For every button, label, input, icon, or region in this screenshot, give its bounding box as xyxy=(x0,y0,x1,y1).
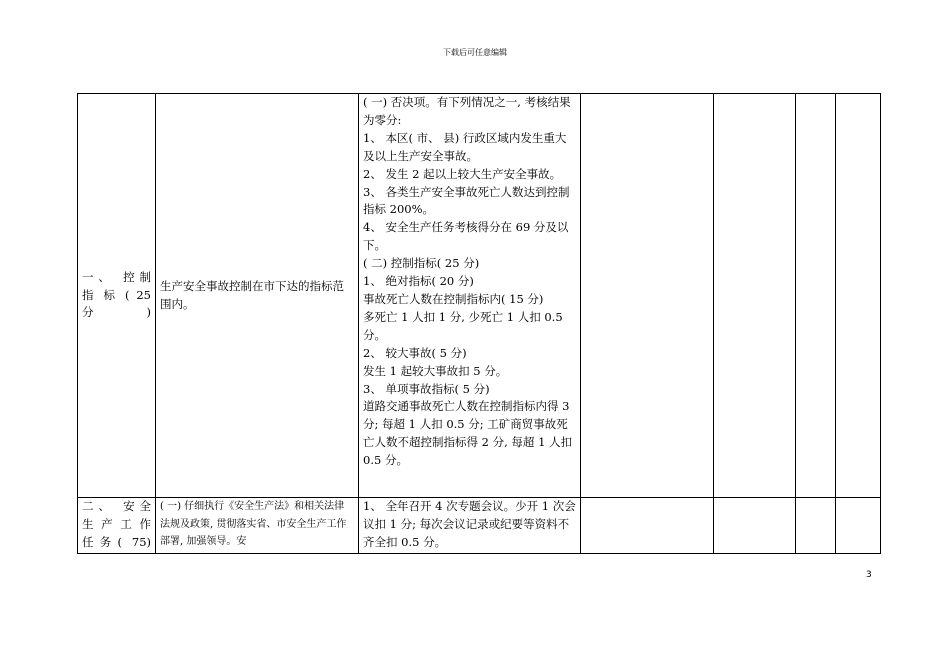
category-cell xyxy=(78,498,156,554)
standard-line: 事故死亡人数在控制指标内( 15 分) xyxy=(363,291,544,306)
category-line: 任务( 75) xyxy=(82,534,151,549)
category-line: 指 标 ( 25 xyxy=(82,287,151,302)
standard-cell xyxy=(359,94,581,498)
table-row xyxy=(78,94,881,498)
standard-line: 道路交通事故死亡人数在控制指标内得 3 分; 每超 1 人扣 0.5 分; 工矿商贸事故死亡人数不超控制指标得 2 分, 每超 1 人扣 0.5 分。 xyxy=(363,399,573,468)
category-line: 生 产 工 作 xyxy=(82,516,151,531)
standard-line: 1、 全年召开 4 次专题会议。少开 1 次会议扣 1 分; 每次会议记录或纪要等资料不齐全扣 0.5 分。 xyxy=(363,499,576,549)
standard-line: 2、 较大事故( 5 分) xyxy=(363,345,467,360)
standard-line: ( 二) 控制指标( 25 分) xyxy=(363,256,480,271)
empty-cell xyxy=(836,94,881,498)
category-line: 一、 控制 xyxy=(82,269,151,284)
page-number: 3 xyxy=(866,570,872,580)
standard-line: ( 一) 否决项。有下列情况之一, 考核结果为零分: xyxy=(363,95,571,127)
standard-line: 4、 安全生产任务考核得分在 69 分及以下。 xyxy=(363,220,569,253)
standard-line: 3、 单项事故指标( 5 分) xyxy=(363,381,490,396)
empty-cell xyxy=(581,94,714,498)
standard-line: 多死亡 1 人扣 1 分, 少死亡 1 人扣 0.5 分。 xyxy=(363,309,563,342)
category-line: 分) xyxy=(82,305,151,320)
empty-cell xyxy=(581,498,714,554)
standard-line: 1、 绝对指标( 20 分) xyxy=(363,274,474,289)
empty-cell xyxy=(796,498,836,554)
standard-line: 发生 1 起较大事故扣 5 分。 xyxy=(363,363,508,378)
standard-line: 1、 本区( 市、 县) 行政区域内发生重大及以上生产安全事故。 xyxy=(363,130,567,163)
content-cell xyxy=(156,498,359,554)
table-row xyxy=(78,498,881,554)
assessment-table xyxy=(77,93,881,554)
content-text: ( 一) 仔细执行《安全生产法》和相关法律法规及政策, 贯彻落实省、市安全生产工作部署, 加强领导。安 xyxy=(160,501,347,547)
content-text: 生产安全事故控制在市下达的指标范围内。 xyxy=(160,278,344,311)
empty-cell xyxy=(714,498,796,554)
page-header: 下载后可任意编辑 xyxy=(443,48,507,57)
content-cell xyxy=(156,94,359,498)
category-cell xyxy=(78,94,156,498)
standard-cell xyxy=(359,498,581,554)
empty-cell xyxy=(714,94,796,498)
empty-cell xyxy=(796,94,836,498)
standard-line: 2、 发生 2 起以上较大生产安全事故。 xyxy=(363,166,562,181)
standard-line: 3、 各类生产安全事故死亡人数达到控制指标 200%。 xyxy=(363,184,570,217)
empty-cell xyxy=(836,498,881,554)
category-line: 二、 安全 xyxy=(82,499,151,513)
